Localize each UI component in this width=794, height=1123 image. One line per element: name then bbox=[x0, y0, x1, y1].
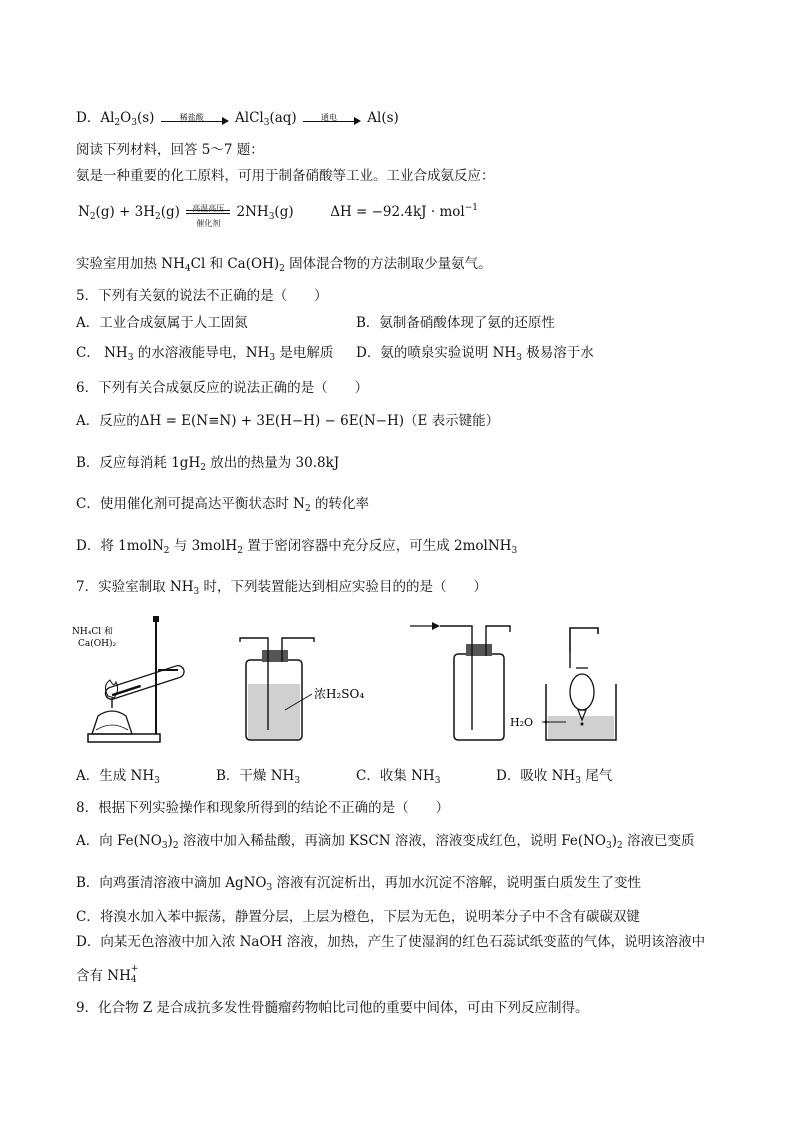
q5-option-c bbox=[76, 343, 333, 368]
apparatus-figure bbox=[70, 612, 650, 750]
subscript: 3 bbox=[161, 841, 168, 851]
q5-option-a: A．工业合成氨属于人工固氮 bbox=[76, 315, 248, 331]
subscript: 2 bbox=[304, 504, 311, 514]
q6-option-b bbox=[76, 453, 339, 478]
subscript: 3 bbox=[269, 353, 276, 363]
text: ) bbox=[167, 833, 173, 849]
subscript: 3 bbox=[605, 841, 612, 851]
arrow-label: 高温高压 bbox=[192, 203, 225, 213]
subscript: 2 bbox=[163, 546, 170, 556]
arrow-label: 稀盐酸 bbox=[179, 112, 204, 122]
q8-option-d-line1: D．向某无色溶液中加入浓 NaOH 溶液，加热，产生了使湿润的红色石蕊试纸变蓝的气体，说明该溶液中 bbox=[76, 934, 706, 950]
subscript: 2 bbox=[279, 264, 285, 274]
subscript: 4 bbox=[130, 975, 137, 985]
formula-text: (aq) bbox=[269, 110, 297, 126]
superscript: + bbox=[130, 964, 139, 974]
subscript: 3 bbox=[434, 776, 441, 786]
text: 置于密闭容器中充分反应，可生成 2molNH bbox=[242, 538, 512, 554]
q4-option-d bbox=[76, 108, 399, 133]
text: D．氨的喷泉实验说明 NH bbox=[356, 345, 517, 361]
text: 尾气 bbox=[580, 768, 613, 784]
text: D．将 1molN bbox=[76, 538, 164, 554]
apparatus-c bbox=[410, 622, 510, 740]
formula-text: Al(s) bbox=[367, 110, 399, 126]
subscript: 3 bbox=[266, 883, 273, 893]
reaction-arrow bbox=[303, 110, 361, 128]
subscript: 3 bbox=[193, 587, 200, 597]
q6-stem: 6．下列有关合成氨反应的说法正确的是（ ） bbox=[76, 380, 369, 396]
formula-text: (s) bbox=[136, 110, 155, 126]
q7-option-b bbox=[216, 766, 300, 791]
text: B．反应每消耗 1gH bbox=[76, 455, 201, 471]
text: 极易溶于水 bbox=[521, 345, 594, 361]
subscript: 3 bbox=[268, 212, 275, 222]
synthesis-equation bbox=[78, 198, 478, 227]
reaction-arrow bbox=[161, 110, 229, 128]
text: 固体混合物的方法制取少量氨气。 bbox=[284, 256, 492, 272]
enthalpy-text: ΔH = −92.4kJ · mol bbox=[330, 204, 465, 220]
formula-text: D．Al bbox=[76, 110, 115, 126]
text: 溶液中加入稀盐酸，再滴加 KSCN 溶液，溶液变成红色，说明 Fe(NO bbox=[178, 833, 606, 849]
text: A．向 Fe(NO bbox=[76, 833, 162, 849]
subscript: 2 bbox=[114, 118, 121, 128]
apparatus-b bbox=[240, 638, 364, 740]
text: A．生成 NH bbox=[76, 768, 155, 784]
q8-option-a bbox=[76, 831, 695, 856]
ammonia-description: 氨是一种重要的化工原料，可用于制备硝酸等工业。工业合成氨反应： bbox=[76, 168, 495, 184]
arrow-label: 催化剂 bbox=[196, 218, 221, 228]
subscript: 2 bbox=[616, 841, 623, 851]
formula-text: (g) bbox=[160, 204, 180, 220]
text: C．收集 NH bbox=[356, 768, 435, 784]
q7-option-d bbox=[496, 766, 612, 791]
subscript: 4 bbox=[184, 264, 191, 274]
q6-option-a: A．反应的ΔH = E(N≡N) + 3E(H−H) − 6E(N−H)（E 表示键能） bbox=[76, 413, 500, 429]
text: 的水溶液能导电，NH bbox=[133, 345, 270, 361]
q5-option-d bbox=[356, 343, 594, 368]
text: 的转化率 bbox=[310, 496, 369, 512]
subscript: 3 bbox=[511, 546, 518, 556]
q8-option-b bbox=[76, 873, 641, 898]
subscript: 2 bbox=[237, 546, 243, 556]
text: 实验室用加热 NH bbox=[76, 256, 185, 272]
subscript: 2 bbox=[172, 841, 179, 851]
q9-stem: 9．化合物 Z 是合成抗多发性骨髓瘤药物帕比司他的重要中间体，可由下列反应制得。 bbox=[76, 1000, 589, 1016]
formula-text: O bbox=[120, 110, 132, 126]
text: C．使用催化剂可提高达平衡状态时 N bbox=[76, 496, 305, 512]
text: ) bbox=[611, 833, 617, 849]
text: C． NH bbox=[76, 345, 128, 361]
apparatus-d bbox=[510, 628, 616, 740]
q5-stem: 5．下列有关氨的说法不正确的是（ ） bbox=[76, 288, 328, 304]
apparatus-a-label-2: Ca(OH)₂ bbox=[78, 639, 117, 649]
text: 时，下列装置能达到相应实验目的的是（ ） bbox=[199, 579, 487, 595]
text: D．吸收 NH bbox=[496, 768, 576, 784]
formula-text: (g) + 3H bbox=[95, 204, 155, 220]
formula-text: (g) bbox=[274, 204, 294, 220]
apparatus-d-label: H₂O bbox=[510, 716, 534, 729]
q8-option-c: C．将溴水加入苯中振荡，静置分层，上层为橙色，下层为无色，说明苯分子中不含有碳碳双键 bbox=[76, 909, 640, 925]
subscript: 3 bbox=[294, 776, 301, 786]
text: Cl 和 Ca(OH) bbox=[190, 256, 280, 272]
equilibrium-arrow bbox=[184, 200, 232, 226]
apparatus-a bbox=[72, 616, 186, 742]
formula-text: 2NH bbox=[236, 204, 269, 220]
subscript: 3 bbox=[575, 776, 581, 786]
subscript: 2 bbox=[89, 212, 96, 222]
superscript: −1 bbox=[464, 203, 478, 213]
subscript: 2 bbox=[200, 463, 206, 473]
q7-option-a bbox=[76, 766, 160, 791]
text: 放出的热量为 30.8kJ bbox=[205, 455, 340, 471]
text: 是电解质 bbox=[275, 345, 334, 361]
text: 与 3molH bbox=[169, 538, 238, 554]
subscript: 3 bbox=[127, 353, 134, 363]
text: 溶液已变质 bbox=[622, 833, 695, 849]
apparatus-a-label-1: NH₄Cl 和 bbox=[72, 627, 113, 637]
q8-option-d-line2 bbox=[76, 966, 139, 986]
q7-stem bbox=[76, 577, 487, 602]
subscript: 3 bbox=[516, 353, 522, 363]
subscript: 3 bbox=[131, 118, 137, 128]
text: 溶液有沉淀析出，再加水沉淀不溶解，说明蛋白质发生了变性 bbox=[272, 875, 642, 891]
lab-method bbox=[76, 254, 492, 279]
q8-stem: 8．根据下列实验操作和现象所得到的结论不正确的是（ ） bbox=[76, 800, 450, 816]
formula-text: AlCl bbox=[235, 110, 264, 126]
apparatus-b-label: 浓H₂SO₄ bbox=[314, 687, 365, 701]
subscript: 3 bbox=[263, 118, 270, 128]
text: 7．实验室制取 NH bbox=[76, 579, 194, 595]
subscript: 3 bbox=[154, 776, 160, 786]
text: 含有 NH bbox=[76, 968, 131, 984]
arrow-label: 通电 bbox=[320, 112, 337, 122]
q5-option-b: B．氨制备硝酸体现了氨的还原性 bbox=[356, 315, 555, 331]
q7-option-c bbox=[356, 766, 440, 791]
subscript: 2 bbox=[154, 212, 161, 222]
read-instruction: 阅读下列材料，回答 5～7 题： bbox=[76, 142, 264, 158]
formula-text: N bbox=[78, 204, 90, 220]
q6-option-c bbox=[76, 494, 369, 519]
text: B．干燥 NH bbox=[216, 768, 295, 784]
q6-option-d bbox=[76, 536, 517, 561]
text: B．向鸡蛋清溶液中滴加 AgNO bbox=[76, 875, 267, 891]
